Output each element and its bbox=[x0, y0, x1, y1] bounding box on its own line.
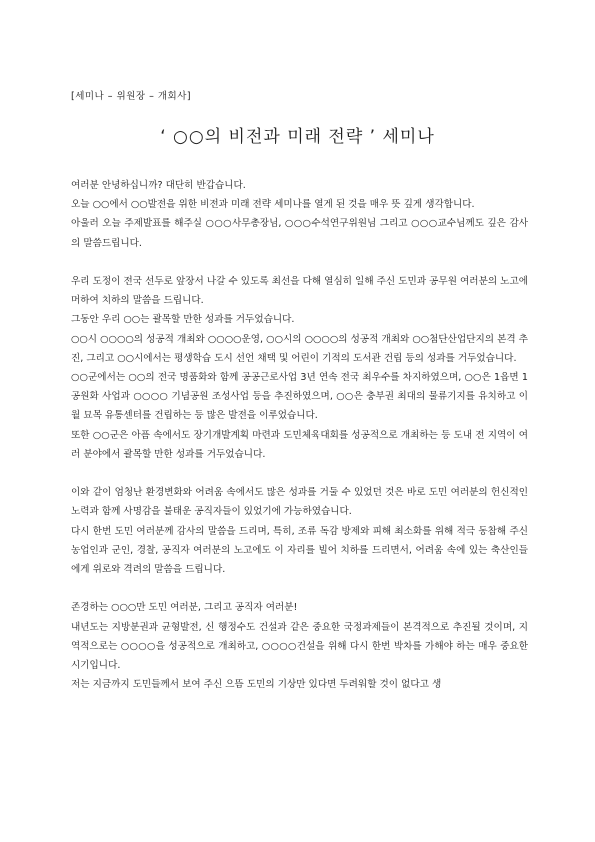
paragraph: ○○군에서는 ○○의 전국 명품화와 함께 공공근로사업 3년 연속 전국 최우수를 차지하였으며, ○○은 1읍면 1공원화 사업과 ○○○○ 기념공원 조성사업 등을 추진하였으며, ○○은 충부권 최대의 물류기지를 유치하고 이월 묘목 유통센터를 건립하는 등 많은 발전을 이루었습니다. bbox=[71, 372, 528, 422]
paragraph: 다시 한번 도민 여러분께 감사의 말씀을 드리며, 특히, 조류 독감 방제와 피해 최소화를 위해 적극 동참해 주신 농업인과 군인, 경찰, 공직자 여러분의 노고에도 이 자리를 빌어 치하를 드리면서, 어려움 속에 있는 축산인들에게 위로와 격려의 말씀을 드립니다. bbox=[71, 525, 528, 576]
section-4 bbox=[71, 598, 528, 694]
document-title: ‘ ○○의 비전과 미래 전략 ’ 세미나 bbox=[160, 127, 435, 147]
section-1 bbox=[71, 176, 528, 253]
paragraph: 오늘 ○○에서 ○○발전을 위한 비전과 미래 전략 세미나를 열게 된 것을 매우 뜻 깊게 생각합니다. bbox=[71, 199, 475, 211]
paragraph: 또한 ○○군은 아픔 속에서도 장기개발계획 마련과 도민체육대회를 성공적으로 개최하는 등 도내 전 지역이 여러 분야에서 괄목할 만한 성과를 거두었습니다. bbox=[71, 429, 528, 460]
paragraph: 이와 같이 엄청난 환경변화와 어려움 속에서도 많은 성과를 거둘 수 있었던 것은 바로 도민 여러분의 헌신적인 노력과 함께 사명감을 불태운 공직자들이 있었기에 가능하였습니다. bbox=[71, 487, 528, 518]
paragraph: ○○시 ○○○○의 성공적 개최와 ○○○○운영, ○○시의 ○○○○의 성공적 개최와 ○○첨단산업단지의 본격 추진, 그리고 ○○시에서는 평생학습 도시 선언 채택 및 어린이 기적의 도서관 건립 등의 성과를 거두었습니다. bbox=[71, 333, 528, 364]
section-gap bbox=[71, 253, 528, 272]
paragraph: 존경하는 ○○○만 도민 여러분, 그리고 공직자 여러분! bbox=[71, 602, 298, 614]
document-header: [세미나 – 위원장 – 개회사] bbox=[71, 91, 192, 102]
paragraph: 여러분 안녕하십니까? 대단히 반갑습니다. bbox=[71, 180, 246, 191]
paragraph: 저는 지금까지 도민들께서 보여 주신 으뜸 도민의 기상만 있다면 두려워할 것이 없다고 생 bbox=[71, 679, 442, 691]
section-2 bbox=[71, 272, 528, 464]
paragraph: 내년도는 지방분권과 균형발전, 신 행정수도 건설과 같은 중요한 국정과제들이 본격적으로 추진될 것이며, 지역적으로는 ○○○○을 성공적으로 개최하고, ○○○○건설을 위해 다시 한번 박차를 가해야 하는 매우 중요한 시기입니다. bbox=[71, 621, 528, 672]
paragraph: 우리 도정이 전국 선두로 앞장서 나갈 수 있도록 최선을 다해 열심히 일해 주신 도민과 공무원 여러분의 노고에 머하여 치하의 말씀을 드립니다. bbox=[71, 276, 528, 307]
section-gap bbox=[71, 579, 528, 598]
section-3 bbox=[71, 483, 528, 579]
document-body bbox=[71, 176, 528, 694]
paragraph: 아울러 오늘 주제발표를 해주실 ○○○사무총장님, ○○○수석연구위원님 그리고 ○○○교수님께도 깊은 감사의 말씀드립니다. bbox=[71, 218, 528, 249]
paragraph: 그동안 우리 ○○는 괄목할 만한 성과를 거두었습니다. bbox=[71, 314, 295, 326]
section-gap bbox=[71, 464, 528, 483]
